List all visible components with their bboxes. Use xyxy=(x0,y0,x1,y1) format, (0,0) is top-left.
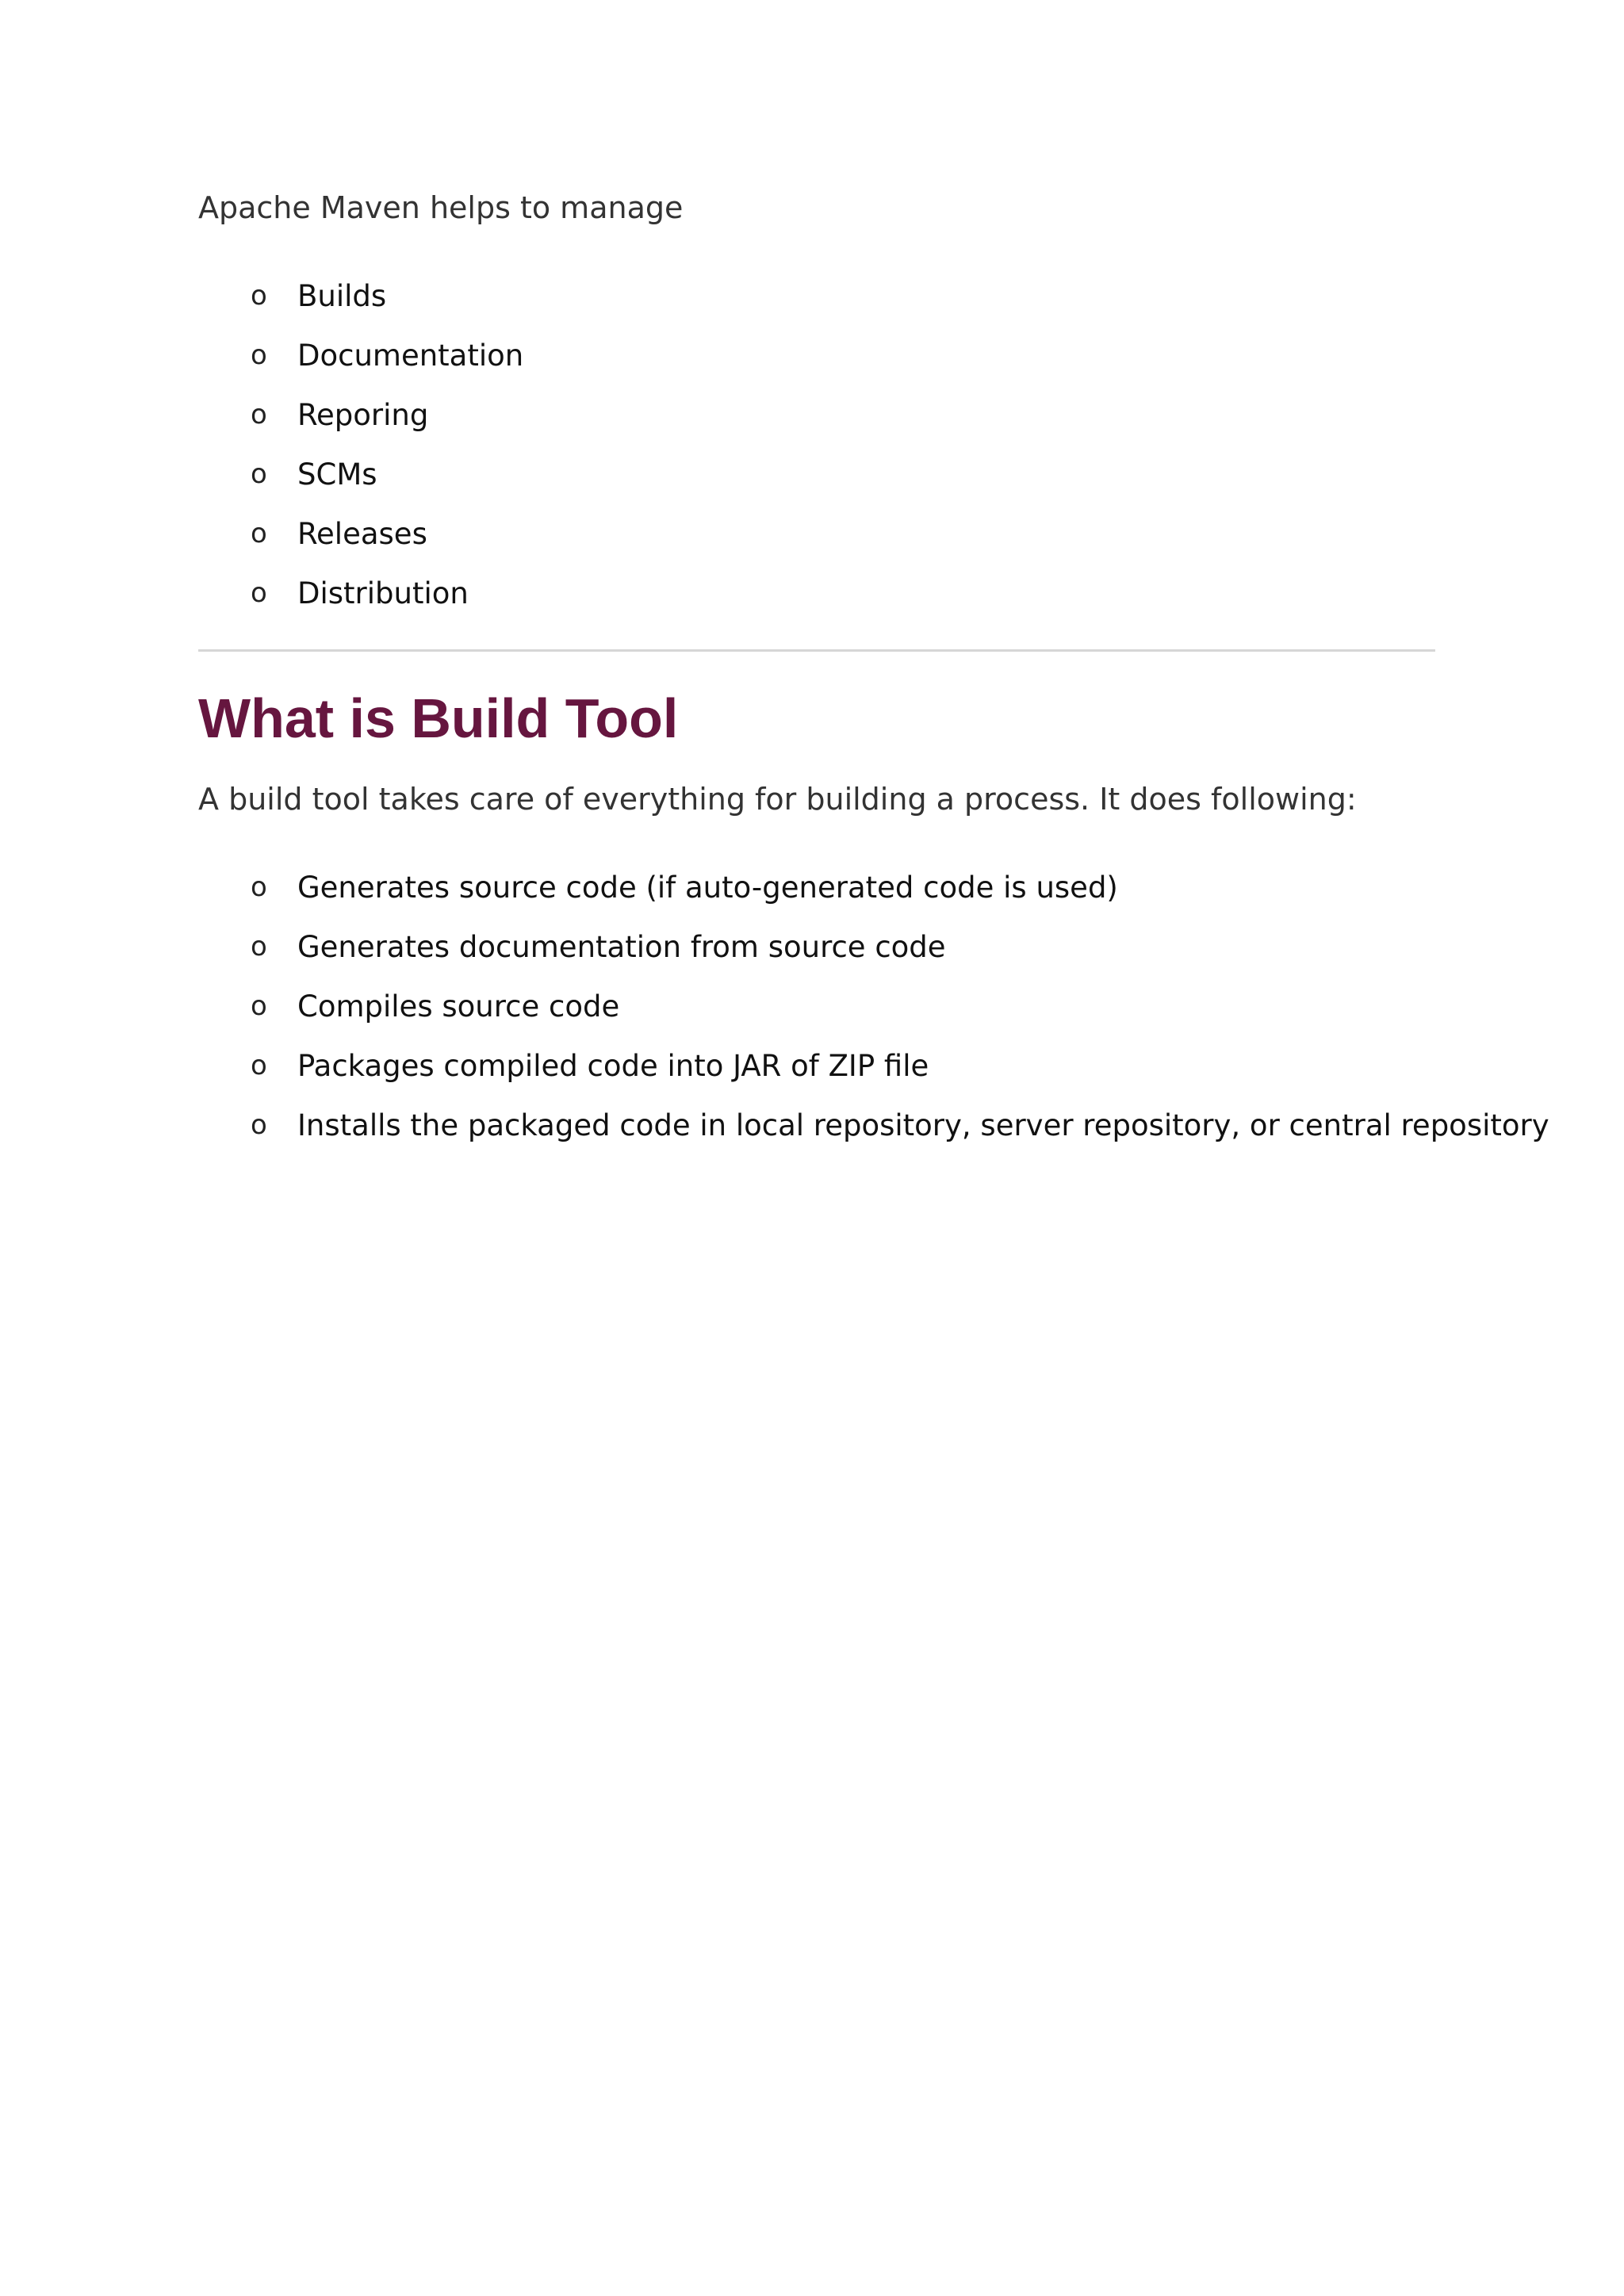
list-item xyxy=(198,385,1435,445)
circle-bullet-icon: o xyxy=(251,871,267,903)
list-item xyxy=(198,445,1435,504)
list-item xyxy=(198,504,1435,564)
circle-bullet-icon: o xyxy=(251,1049,267,1081)
list-item-text: Compiles source code xyxy=(297,989,620,1024)
maven-manages-list xyxy=(198,266,1435,623)
intro-paragraph: Apache Maven helps to manage xyxy=(198,190,684,225)
list-item-text: Distribution xyxy=(297,576,469,610)
circle-bullet-icon: o xyxy=(251,1108,267,1141)
list-item-text: Builds xyxy=(297,278,387,313)
circle-bullet-icon: o xyxy=(251,457,267,490)
list-item-text: Installs the packaged code in local repository, server repository, or central repository xyxy=(297,1108,1549,1142)
list-item xyxy=(198,266,1435,326)
section-description: A build tool takes care of everything for building a process. It does following: xyxy=(198,782,1357,817)
list-item xyxy=(198,858,1435,917)
circle-bullet-icon: o xyxy=(251,930,267,962)
circle-bullet-icon: o xyxy=(251,989,267,1022)
build-tool-duties-list xyxy=(198,858,1549,1155)
list-item xyxy=(198,917,1435,977)
list-item xyxy=(198,564,1435,623)
section-divider xyxy=(198,649,1435,652)
circle-bullet-icon: o xyxy=(251,398,267,430)
circle-bullet-icon: o xyxy=(251,576,267,609)
circle-bullet-icon: o xyxy=(251,339,267,371)
list-item-text: Reporing xyxy=(297,397,429,432)
circle-bullet-icon: o xyxy=(251,279,267,312)
list-item-text: SCMs xyxy=(297,457,377,492)
list-item xyxy=(198,977,1435,1036)
list-item xyxy=(198,1036,1435,1096)
list-item-text: Generates documentation from source code xyxy=(297,929,946,964)
page-content xyxy=(198,190,1549,1155)
circle-bullet-icon: o xyxy=(251,517,267,549)
list-item-text: Generates source code (if auto-generated code is used) xyxy=(297,870,1118,905)
list-item xyxy=(198,1096,1549,1155)
list-item-text: Packages compiled code into JAR of ZIP file xyxy=(297,1048,929,1083)
list-item-text: Documentation xyxy=(297,338,524,373)
section-heading: What is Build Tool xyxy=(198,687,679,749)
list-item-text: Releases xyxy=(297,516,427,551)
list-item xyxy=(198,326,1435,385)
